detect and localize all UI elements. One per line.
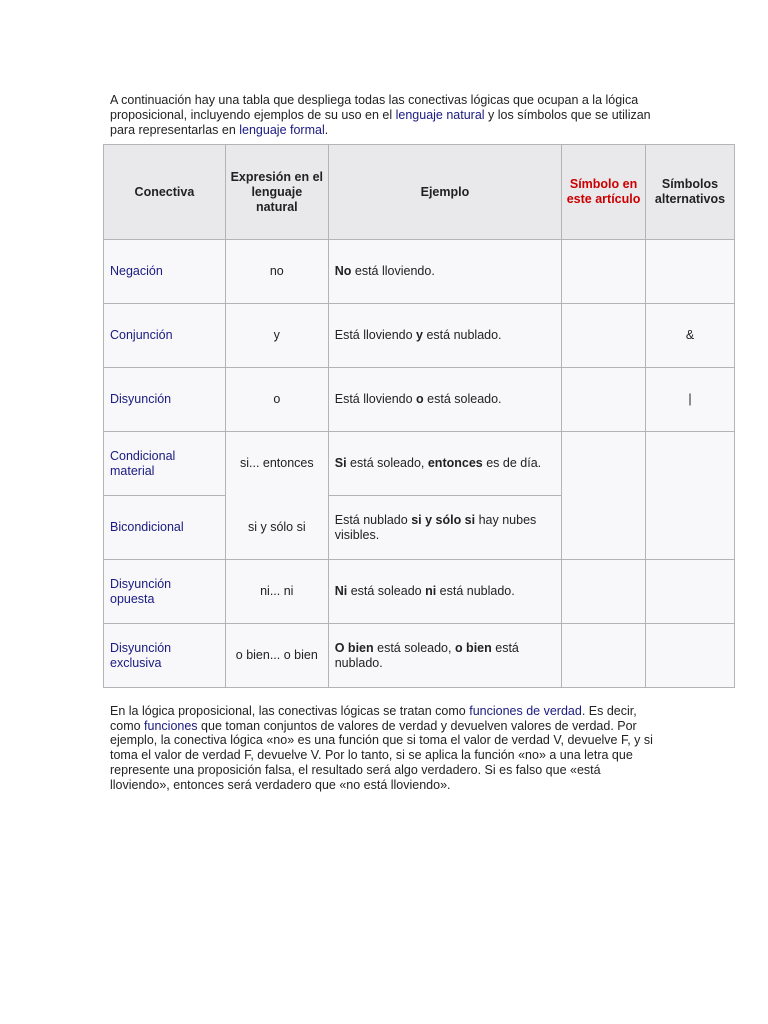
outro-text-3: que toman conjuntos de valores de verdad y devuelven valores de verdad. Por ejemplo, la conectiva lógica «no» es una función que si toma el valor de verdad V, devuelve F, y si toma el valor de verdad F, devuelve V. Por lo tanto, si se aplica la función «no» a una letra que represente una proposición falsa, el resultado será algo verdadero. Si es falso que «está lloviendo», entonces será verdadero que «no está lloviendo». — [110, 718, 653, 792]
row-name-conjuncion[interactable]: Conjunción — [104, 304, 226, 368]
table-row — [104, 624, 735, 688]
row-alt: & — [646, 304, 735, 368]
header-conectiva: Conectiva — [104, 145, 226, 240]
row-example: No está lloviendo. — [328, 240, 561, 304]
row-symbol — [562, 496, 646, 560]
link-funciones[interactable]: funciones — [144, 718, 198, 733]
table-row — [104, 496, 735, 560]
outro-text-1: En la lógica proposicional, las conectivas lógicas se tratan como — [110, 704, 470, 718]
row-example: Ni está soleado ni está nublado. — [328, 560, 561, 624]
row-alt — [646, 624, 735, 688]
row-example: Si está soleado, entonces es de día. — [328, 432, 561, 496]
table-header-row — [104, 145, 735, 240]
row-expr: ni... ni — [225, 560, 328, 624]
row-symbol — [562, 560, 646, 624]
row-expr: o — [225, 368, 328, 432]
outro-text-2: . Es decir, como — [110, 704, 637, 733]
table-row — [104, 368, 735, 432]
link-lenguaje-formal[interactable]: lenguaje formal — [239, 123, 325, 137]
table-row — [104, 304, 735, 368]
row-example: Está lloviendo o está soleado. — [328, 368, 561, 432]
row-alt — [646, 432, 735, 496]
table-row — [104, 560, 735, 624]
row-symbol — [562, 624, 646, 688]
row-name-disyuncion-opuesta[interactable]: Disyunción opuesta — [104, 560, 226, 624]
intro-text-2: y los símbolos que se utilizan para representarlas en — [110, 108, 651, 137]
row-expr: o bien... o bien — [225, 624, 328, 688]
header-simbolo: Símbolo en este artículo — [562, 145, 646, 240]
row-name-negacion[interactable]: Negación — [104, 240, 226, 304]
row-example: O bien está soleado, o bien está nublado. — [328, 624, 561, 688]
row-name-bicondicional[interactable]: Bicondicional — [104, 496, 226, 560]
intro-text-1: A continuación hay una tabla que despliega todas las conectivas lógicas que ocupan a la lógica proposicional, incluyendo ejemplos de su uso en el — [110, 93, 639, 122]
row-symbol — [562, 368, 646, 432]
row-name-disyuncion-exclusiva[interactable]: Disyunción exclusiva — [104, 624, 226, 688]
header-expresion: Expresión en el lenguaje natural — [225, 145, 328, 240]
header-ejemplo: Ejemplo — [328, 145, 561, 240]
row-expr: y — [225, 304, 328, 368]
row-alt — [646, 560, 735, 624]
row-symbol — [562, 432, 646, 496]
row-alt: | — [646, 368, 735, 432]
row-alt — [646, 496, 735, 560]
intro-paragraph — [110, 93, 655, 138]
row-symbol — [562, 240, 646, 304]
row-name-condicional[interactable]: Condicional material — [104, 432, 226, 496]
connectives-table — [103, 144, 735, 688]
table-row — [104, 240, 735, 304]
row-expr: no — [225, 240, 328, 304]
header-alternativos: Símbolos alternativos — [646, 145, 735, 240]
row-example: Está lloviendo y está nublado. — [328, 304, 561, 368]
row-symbol — [562, 304, 646, 368]
intro-text-3: . — [324, 123, 329, 137]
row-example: Está nublado si y sólo si hay nubes visibles. — [328, 496, 561, 560]
table-row — [104, 432, 735, 496]
row-expr: si y sólo si — [225, 496, 328, 560]
outro-paragraph — [110, 704, 655, 792]
link-lenguaje-natural[interactable]: lenguaje natural — [395, 108, 485, 122]
link-funciones-de-verdad[interactable]: funciones de verdad — [469, 704, 582, 718]
row-expr: si... entonces — [225, 432, 328, 496]
row-alt — [646, 240, 735, 304]
row-name-disyuncion[interactable]: Disyunción — [104, 368, 226, 432]
